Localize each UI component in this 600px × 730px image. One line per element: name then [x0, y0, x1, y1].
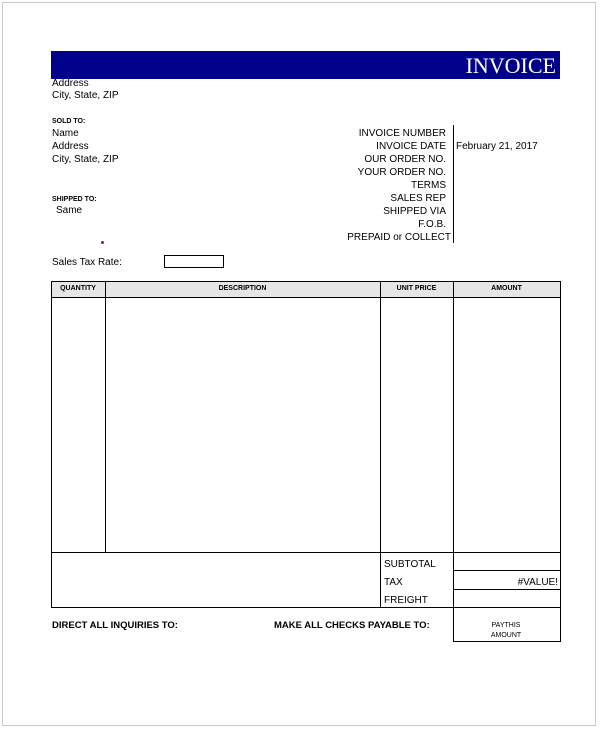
grid-line [453, 641, 561, 642]
grid-line [51, 552, 561, 553]
freight-label: FREIGHT [384, 595, 428, 606]
from-city-state-zip: City, State, ZIP [52, 90, 119, 101]
sold-to-city-state-zip: City, State, ZIP [52, 154, 119, 165]
quantity-cell[interactable] [52, 298, 105, 552]
amount-cell[interactable] [454, 298, 560, 552]
grid-line [51, 607, 561, 608]
comment-indicator [101, 241, 104, 244]
sales-tax-input[interactable] [164, 255, 224, 268]
grid-line [453, 589, 561, 590]
grid-line [453, 570, 561, 571]
sold-to-name: Name [52, 128, 79, 139]
grid-line [51, 281, 561, 282]
title-bar [51, 51, 560, 79]
field-label-your-order-no: YOUR ORDER NO. [357, 167, 446, 178]
col-description: DESCRIPTION [218, 285, 267, 292]
sold-to-label: SOLD TO: [52, 118, 86, 125]
field-label-invoice-date: INVOICE DATE [376, 141, 446, 152]
description-cell[interactable] [106, 298, 380, 552]
field-label-our-order-no: OUR ORDER NO. [364, 154, 446, 165]
col-quantity: QUANTITY [60, 285, 96, 292]
tax-value[interactable]: #VALUE! [517, 577, 558, 588]
field-label-shipped-via: SHIPPED VIA [383, 206, 446, 217]
field-label-sales-rep: SALES REP [390, 193, 446, 204]
shipped-to-value: Same [56, 205, 83, 216]
field-label-terms: TERMS [411, 180, 446, 191]
field-value-invoice-date[interactable]: February 21, 2017 [456, 141, 538, 152]
grid-line [560, 281, 561, 642]
invoice-title: INVOICE [465, 53, 556, 78]
field-label-invoice-number: INVOICE NUMBER [358, 128, 446, 139]
col-amount: AMOUNT [491, 285, 522, 292]
checks-payable-label: MAKE ALL CHECKS PAYABLE TO: [274, 620, 430, 631]
field-label-prepaid-or-collect: PREPAID or COLLECT [347, 232, 451, 243]
inquiries-label: DIRECT ALL INQUIRIES TO: [52, 620, 178, 631]
col-unit-price: UNIT PRICE [396, 285, 437, 292]
field-label-fob: F.O.B. [418, 219, 446, 230]
unit-price-cell[interactable] [381, 298, 453, 552]
shipped-to-label: SHIPPED TO: [52, 196, 97, 203]
tax-label: TAX [384, 577, 403, 588]
sold-to-address: Address [52, 141, 89, 152]
pay-this-label: PAYTHIS [491, 622, 521, 629]
pay-amount-label: AMOUNT [490, 632, 522, 639]
fields-divider [453, 125, 454, 243]
subtotal-label: SUBTOTAL [384, 559, 436, 570]
from-address: Address [52, 78, 89, 89]
sales-tax-label: Sales Tax Rate: [52, 257, 122, 268]
